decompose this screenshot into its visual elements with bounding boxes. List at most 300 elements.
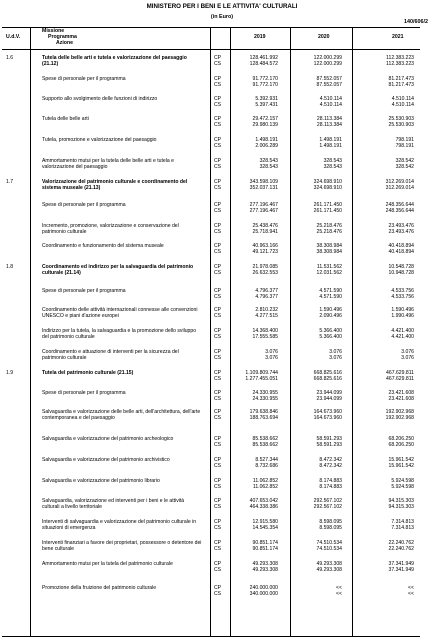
- cp-value: 85.538.662: [252, 436, 278, 442]
- row-type-labels: [214, 329, 226, 341]
- cs-value: 4.421.400: [391, 333, 414, 340]
- value-2021: [358, 437, 414, 449]
- row-description: Coordinamento e funzionamento del sistema museale: [42, 243, 164, 249]
- cs-value: 798.191: [395, 142, 414, 149]
- cp-value: 1.590.496: [391, 307, 414, 313]
- cp-value: 90.851.174: [252, 540, 278, 546]
- cp-value: 8.598.095: [319, 519, 342, 525]
- row-description: Tutela delle belle arti: [42, 116, 89, 122]
- value-2020: [292, 77, 342, 89]
- value-2021: [358, 244, 414, 256]
- value-2019: [228, 520, 278, 532]
- value-2020: [292, 541, 342, 553]
- value-2020: [292, 138, 342, 150]
- cp-label: CP: [214, 202, 222, 208]
- cs-value: 4.796.377: [255, 293, 278, 300]
- cs-label: CS: [214, 60, 222, 67]
- row-description: Coordinamento ed indirizzo per la salvaguardia del patrimonio culturale (21.14): [42, 264, 194, 276]
- row-type-labels: [214, 458, 226, 470]
- cs-value: 122.000.299: [313, 60, 342, 67]
- cs-value: 25.530.903: [388, 121, 414, 128]
- document-subtitle: (in Euro): [210, 14, 234, 20]
- cs-value: 38.308.984: [316, 248, 342, 255]
- cp-value: 798.191: [395, 137, 414, 143]
- cp-value: 58.591.293: [316, 436, 342, 442]
- row-type-labels: [214, 159, 226, 171]
- cs-label: CS: [214, 375, 222, 382]
- cs-value: 4.510.114: [319, 101, 342, 108]
- cs-value: 11.062.852: [252, 483, 278, 490]
- cs-value: 4.277.515: [255, 312, 278, 319]
- col-divider-desc: [210, 27, 211, 636]
- value-2021: [358, 159, 414, 171]
- cp-label: CP: [214, 498, 222, 504]
- cp-value: 277.196.467: [249, 202, 278, 208]
- value-2020: [292, 289, 342, 301]
- cp-label: CP: [214, 390, 222, 396]
- cs-value: 328.542: [395, 163, 414, 170]
- cs-value: 25.218.476: [316, 228, 342, 235]
- value-2019: [228, 56, 278, 68]
- cp-label: CP: [214, 328, 222, 334]
- value-2020: [292, 224, 342, 236]
- cp-value: 25.530.903: [388, 116, 414, 122]
- value-2021: [358, 350, 414, 362]
- row-description: Interventi finanziari a favore dei proprietari, possessore o detentore dei bene culturale: [42, 540, 202, 552]
- cp-value: 3.076: [265, 349, 278, 355]
- cs-label: CS: [214, 228, 222, 235]
- cs-value: 324.698.910: [313, 184, 342, 191]
- row-description: Promozione della fruizione del patrimonio culturale: [42, 585, 157, 591]
- value-2020: [292, 329, 342, 341]
- row-type-labels: [214, 410, 226, 422]
- row-code: 1.8: [6, 264, 14, 270]
- cs-value: 1.990.496: [391, 312, 414, 319]
- value-2020: [292, 520, 342, 532]
- cs-value: 128.484.572: [249, 60, 278, 67]
- row-description: Salvaguardia e valorizzazione del patrimonio librario: [42, 478, 160, 484]
- cs-label: CS: [214, 483, 222, 490]
- value-2021: [358, 499, 414, 511]
- col-missione-label: Missione: [42, 28, 65, 34]
- value-2019: [228, 308, 278, 320]
- cp-value: 12.915.580: [252, 519, 278, 525]
- value-2019: [228, 410, 278, 422]
- cp-value: 1.590.496: [319, 307, 342, 313]
- cp-value: 40.963.166: [252, 243, 278, 249]
- col-divider-2020: [352, 27, 353, 636]
- value-2021: [358, 391, 414, 403]
- cs-label: CS: [214, 524, 222, 531]
- cs-value: 668.825.616: [313, 375, 342, 382]
- cp-value: 292.567.102: [313, 498, 342, 504]
- value-2020: [292, 371, 342, 383]
- value-2019: [228, 499, 278, 511]
- value-2021: [358, 329, 414, 341]
- value-2021: [358, 138, 414, 150]
- cp-label: CP: [214, 137, 222, 143]
- row-type-labels: [214, 350, 226, 362]
- cs-value: 4.510.114: [391, 101, 414, 108]
- cs-value: 352.037.131: [249, 184, 278, 191]
- cs-value: 261.171.450: [313, 207, 342, 214]
- cp-value: 4.533.756: [391, 288, 414, 294]
- row-type-labels: [214, 224, 226, 236]
- value-2021: [358, 458, 414, 470]
- row-type-labels: [214, 437, 226, 449]
- cp-value: 4.510.114: [391, 96, 414, 102]
- cp-value: 5.924.598: [391, 478, 414, 484]
- value-2020: [292, 97, 342, 109]
- value-2020: [292, 586, 342, 598]
- cs-value: 5.924.598: [391, 483, 414, 490]
- cs-value: 91.772.170: [252, 81, 278, 88]
- value-2019: [228, 437, 278, 449]
- value-2021: [358, 308, 414, 320]
- row-type-labels: [214, 138, 226, 150]
- value-2020: [292, 180, 342, 192]
- value-2019: [228, 391, 278, 403]
- row-description: Ammortamento mutui per la tutela delle belle arti e tutela e valorizzazione del paesaggio: [42, 158, 174, 170]
- cp-value: 74.510.534: [316, 540, 342, 546]
- cs-value: 292.567.102: [313, 503, 342, 510]
- row-type-labels: [214, 586, 226, 598]
- row-description: Tutela del patrimonio culturale (21.15): [42, 370, 134, 376]
- cs-label: CS: [214, 269, 222, 276]
- cs-value: <<: [336, 590, 342, 597]
- cp-value: 328.543: [323, 158, 342, 164]
- cp-value: 29.472.157: [252, 116, 278, 122]
- cs-value: 467.629.811: [386, 375, 414, 382]
- cp-value: 25.438.476: [252, 223, 278, 229]
- cs-label: CS: [214, 248, 222, 255]
- cs-value: 58.591.293: [316, 441, 342, 448]
- cp-value: 8.174.883: [319, 478, 342, 484]
- col-programma-label: Programma: [48, 34, 77, 40]
- row-description: Ammortamento mutui per la tutela del patrimonio culturale: [42, 561, 173, 567]
- cs-value: 3.076: [265, 354, 278, 361]
- cp-label: CP: [214, 519, 222, 525]
- value-2020: [292, 159, 342, 171]
- cs-value: 4.533.756: [391, 293, 414, 300]
- cs-label: CS: [214, 312, 222, 319]
- cp-value: 1.109.809.744: [245, 370, 278, 376]
- cp-value: 1.498.191: [319, 137, 342, 143]
- cs-label: CS: [214, 333, 222, 340]
- value-2019: [228, 180, 278, 192]
- cp-value: 49.293.308: [252, 561, 278, 567]
- cs-value: 22.240.762: [388, 545, 414, 552]
- col-year-2021: 2021: [392, 34, 404, 40]
- row-description: Interventi di salvaguardia e valorizzazione del patrimonio culturale in situazioni di emergenza: [42, 519, 197, 531]
- cs-value: 40.418.894: [388, 248, 414, 255]
- row-description: Incremento, promozione, valorizzazione e conservazione del patrimonio culturale: [42, 223, 179, 235]
- cs-value: 464.338.386: [249, 503, 278, 510]
- value-2019: [228, 265, 278, 277]
- row-type-labels: [214, 541, 226, 553]
- value-2021: [358, 265, 414, 277]
- header-bottom-rule: [2, 49, 420, 50]
- cs-value: 29.980.139: [252, 121, 278, 128]
- cp-value: 10.548.728: [388, 264, 414, 270]
- value-2020: [292, 479, 342, 491]
- cs-value: 14.545.354: [252, 524, 278, 531]
- row-description: Coordinamento delle attività internazionali connesse alle convenzioni UNESCO e piani d'azione europei: [42, 307, 198, 319]
- cp-value: 22.240.762: [388, 540, 414, 546]
- value-2021: [358, 520, 414, 532]
- cp-value: 1.498.191: [255, 137, 278, 143]
- cp-value: 7.314.813: [391, 519, 414, 525]
- cs-value: 248.356.644: [385, 207, 414, 214]
- row-description: Salvaguardia, valorizzazione ed interventi per i beni e le attività culturali a livello territoriale: [42, 498, 185, 510]
- cs-label: CS: [214, 462, 222, 469]
- cp-value: 4.510.114: [319, 96, 342, 102]
- cs-value: 94.315.303: [388, 503, 414, 510]
- cs-label: CS: [214, 566, 222, 573]
- cs-label: CS: [214, 207, 222, 214]
- cs-value: 15.961.542: [388, 462, 414, 469]
- cs-label: CS: [214, 81, 222, 88]
- cs-value: 312.269.014: [385, 184, 414, 191]
- value-2019: [228, 289, 278, 301]
- cp-value: 28.113.384: [316, 116, 342, 122]
- col-udv-label: U.d.V.: [6, 34, 21, 40]
- row-code: 1.7: [6, 179, 14, 185]
- value-2019: [228, 224, 278, 236]
- row-description: Salvaguardia e valorizzazione del patrimonio archivistico: [42, 457, 170, 463]
- row-type-labels: [214, 56, 226, 68]
- value-2020: [292, 499, 342, 511]
- cp-value: 128.461.992: [249, 55, 278, 61]
- value-2019: [228, 77, 278, 89]
- value-2020: [292, 437, 342, 449]
- cp-value: 467.629.811: [386, 370, 414, 376]
- page-number: 140/606/2: [404, 19, 428, 25]
- value-2020: [292, 458, 342, 470]
- cp-value: 23.493.476: [388, 223, 414, 229]
- value-2021: [358, 289, 414, 301]
- cp-label: CP: [214, 55, 222, 61]
- cs-value: 81.217.473: [388, 81, 414, 88]
- cs-label: CS: [214, 121, 222, 128]
- value-2021: [358, 203, 414, 215]
- cp-value: 4.421.400: [391, 328, 414, 334]
- cs-value: 2.006.289: [255, 142, 278, 149]
- row-type-labels: [214, 97, 226, 109]
- cp-value: 328.542: [395, 158, 414, 164]
- cs-value: 23.421.608: [388, 395, 414, 402]
- cs-value: 7.314.813: [391, 524, 414, 531]
- cs-value: 340.000.000: [249, 590, 278, 597]
- cs-value: 8.174.883: [319, 483, 342, 490]
- col-year-2020: 2020: [318, 34, 330, 40]
- cp-value: 312.269.014: [385, 179, 414, 185]
- col-divider-2019: [290, 27, 291, 636]
- cs-value: 74.510.534: [316, 545, 342, 552]
- cp-value: 3.076: [329, 349, 342, 355]
- row-description: Spese di personale per il programma: [42, 288, 126, 294]
- cp-value: 2.810.232: [255, 307, 278, 313]
- cp-value: 11.062.852: [252, 478, 278, 484]
- value-2021: [358, 586, 414, 598]
- cs-value: 328.543: [259, 163, 278, 170]
- row-description: Indirizzo per la tutela, la salvaguardia e la promozione dello sviluppo del patrimonio culturale: [42, 328, 197, 340]
- cs-value: 49.293.308: [316, 566, 342, 573]
- cp-value: 23.944.099: [316, 390, 342, 396]
- value-2021: [358, 97, 414, 109]
- cp-label: CP: [214, 243, 222, 249]
- cs-value: <<: [408, 590, 414, 597]
- cp-label: CP: [214, 349, 222, 355]
- cs-value: 8.598.095: [319, 524, 342, 531]
- row-code: 1.9: [6, 370, 14, 376]
- cp-value: 328.543: [259, 158, 278, 164]
- cs-value: 49.293.308: [252, 566, 278, 573]
- cs-value: 328.543: [323, 163, 342, 170]
- cp-label: CP: [214, 116, 222, 122]
- cp-value: 23.421.608: [388, 390, 414, 396]
- cp-value: <<: [336, 585, 342, 591]
- cs-value: 10.948.728: [388, 269, 414, 276]
- cp-value: 5.366.400: [319, 328, 342, 334]
- value-2021: [358, 77, 414, 89]
- row-description: Salvaguardia e valorizzazione delle belle arti, dell'architettura, dell'arte contemporanea e del paesaggio: [42, 409, 201, 421]
- value-2019: [228, 350, 278, 362]
- value-2021: [358, 180, 414, 192]
- cs-value: 277.196.467: [249, 207, 278, 214]
- value-2021: [358, 562, 414, 574]
- cs-value: 23.493.476: [388, 228, 414, 235]
- row-type-labels: [214, 265, 226, 277]
- cs-value: 12.031.562: [316, 269, 342, 276]
- cs-value: 5.366.400: [319, 333, 342, 340]
- value-2021: [358, 56, 414, 68]
- cs-value: 8.472.342: [319, 462, 342, 469]
- cs-value: 3.076: [329, 354, 342, 361]
- cp-label: CP: [214, 264, 222, 270]
- row-type-labels: [214, 308, 226, 320]
- value-2019: [228, 138, 278, 150]
- cp-value: 38.308.984: [316, 243, 342, 249]
- row-type-labels: [214, 77, 226, 89]
- cp-label: CP: [214, 96, 222, 102]
- cp-value: 37.341.949: [388, 561, 414, 567]
- row-code: 1.6: [6, 55, 14, 61]
- row-type-labels: [214, 562, 226, 574]
- cs-value: 112.383.223: [386, 60, 414, 67]
- cp-value: 14.368.400: [252, 328, 278, 334]
- cs-value: 164.673.960: [313, 414, 342, 421]
- cp-value: 21.978.085: [252, 264, 278, 270]
- cs-value: 26.632.553: [252, 269, 278, 276]
- cs-value: 49.121.723: [252, 248, 278, 255]
- cp-value: 192.902.968: [385, 409, 414, 415]
- cp-label: CP: [214, 307, 222, 313]
- cp-value: <<: [408, 585, 414, 591]
- row-type-labels: [214, 244, 226, 256]
- value-2020: [292, 203, 342, 215]
- row-type-labels: [214, 180, 226, 192]
- cs-value: 23.944.099: [316, 395, 342, 402]
- cp-label: CP: [214, 370, 222, 376]
- value-2021: [358, 371, 414, 383]
- cp-value: 324.698.910: [313, 179, 342, 185]
- cs-value: 85.538.662: [252, 441, 278, 448]
- row-description: Spese di personale per il programma: [42, 202, 126, 208]
- cp-label: CP: [214, 158, 222, 164]
- value-2019: [228, 371, 278, 383]
- cp-value: 343.598.109: [249, 179, 278, 185]
- value-2019: [228, 97, 278, 109]
- cp-value: 15.961.542: [388, 457, 414, 463]
- cp-value: 668.825.616: [313, 370, 342, 376]
- value-2019: [228, 586, 278, 598]
- cp-label: CP: [214, 540, 222, 546]
- cp-value: 3.076: [401, 349, 414, 355]
- cp-value: 407.653.042: [249, 498, 278, 504]
- cp-value: 8.527.344: [255, 457, 278, 463]
- cp-value: 261.171.450: [313, 202, 342, 208]
- value-2021: [358, 224, 414, 236]
- cs-label: CS: [214, 441, 222, 448]
- row-type-labels: [214, 479, 226, 491]
- cs-value: 37.341.949: [388, 566, 414, 573]
- value-2020: [292, 308, 342, 320]
- header-top-rule: [2, 27, 420, 28]
- col-azione-label: Azione: [56, 40, 74, 46]
- row-description: Tutela, promozione e valorizzazione del paesaggio: [42, 137, 157, 143]
- cp-value: 122.000.299: [313, 55, 342, 61]
- cp-label: CP: [214, 436, 222, 442]
- cp-label: CP: [214, 288, 222, 294]
- value-2021: [358, 479, 414, 491]
- cs-label: CS: [214, 293, 222, 300]
- row-description: Coordinamento e attuazione di interventi per la sicurezza del patrimonio culturale: [42, 349, 179, 361]
- value-2019: [228, 562, 278, 574]
- cp-value: 164.673.960: [313, 409, 342, 415]
- row-type-labels: [214, 371, 226, 383]
- cs-value: 4.571.590: [319, 293, 342, 300]
- cp-label: CP: [214, 179, 222, 185]
- cs-value: 90.851.174: [252, 545, 278, 552]
- cp-value: 11.531.562: [316, 264, 342, 270]
- cp-value: 248.356.644: [385, 202, 414, 208]
- cs-value: 3.076: [401, 354, 414, 361]
- value-2019: [228, 541, 278, 553]
- cp-value: 4.796.377: [255, 288, 278, 294]
- cp-value: 68.206.250: [388, 436, 414, 442]
- col-year-2019: 2019: [254, 34, 266, 40]
- cs-label: CS: [214, 414, 222, 421]
- value-2019: [228, 117, 278, 129]
- row-description: Tutela delle belle arti e tutela e valorizzazione del paesaggio (21.12): [42, 55, 187, 67]
- value-2019: [228, 244, 278, 256]
- cs-label: CS: [214, 101, 222, 108]
- value-2020: [292, 56, 342, 68]
- cs-value: 1.498.191: [319, 142, 342, 149]
- cp-value: 87.552.057: [316, 76, 342, 82]
- cp-label: CP: [214, 76, 222, 82]
- cp-value: 5.392.931: [255, 96, 278, 102]
- cs-label: CS: [214, 354, 222, 361]
- cp-value: 81.217.473: [388, 76, 414, 82]
- value-2020: [292, 350, 342, 362]
- cs-value: 8.732.686: [255, 462, 278, 469]
- value-2020: [292, 265, 342, 277]
- row-description: Valorizzazione del patrimonio culturale e coordinamento del sistema museale (21.13): [42, 179, 188, 191]
- row-description: Spese di personale per il programma: [42, 390, 126, 396]
- cs-label: CS: [214, 503, 222, 510]
